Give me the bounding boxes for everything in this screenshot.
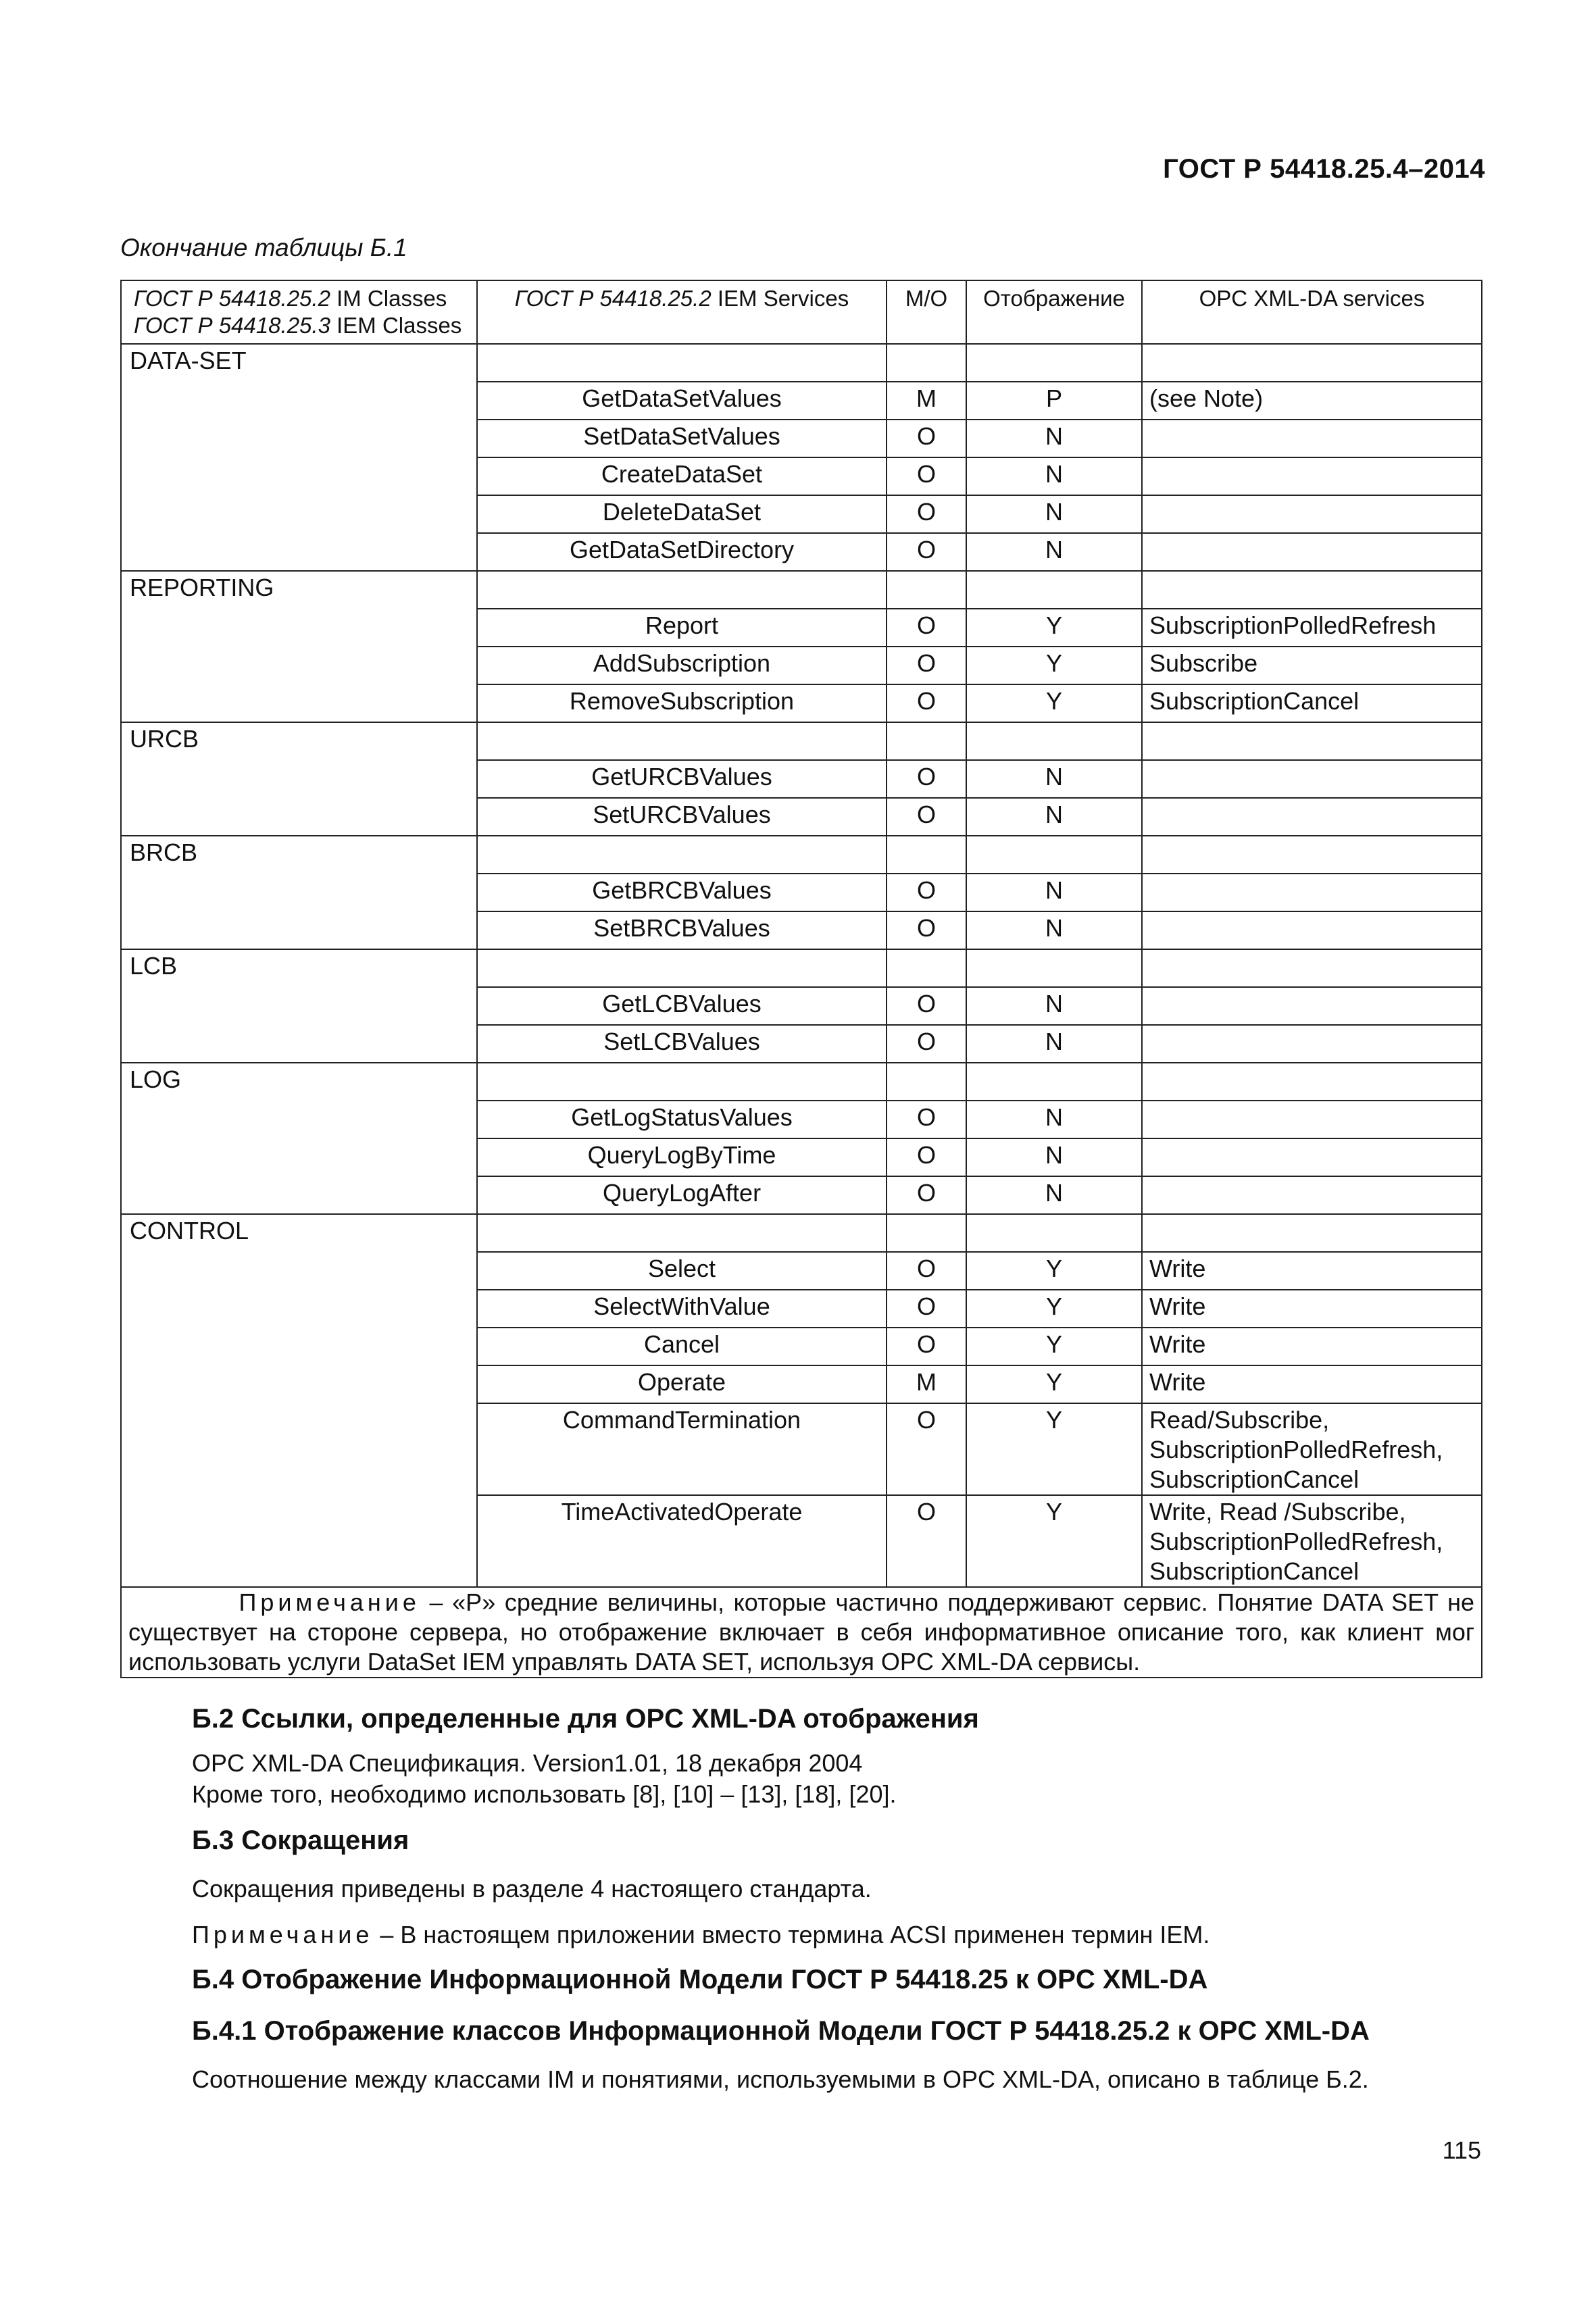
empty-cell: [966, 571, 1142, 609]
page-number: 115: [1442, 2136, 1481, 2164]
table-row: [121, 1063, 1482, 1101]
note-label: Примечание: [239, 1588, 420, 1616]
empty-cell: [966, 1214, 1142, 1252]
opc-service-cell: [1142, 1328, 1482, 1365]
table-row: [121, 344, 1482, 382]
section-b3-title: Б.3 Сокращения: [192, 1826, 409, 1855]
mapping-cell: N: [966, 457, 1142, 495]
service-cell: SetLCBValues: [477, 1025, 887, 1063]
class-name-cell: REPORTING: [121, 571, 477, 722]
service-cell: SetBRCBValues: [477, 911, 887, 949]
table-row: [121, 1214, 1482, 1252]
empty-cell: [887, 1063, 966, 1101]
mo-cell: O: [887, 1495, 966, 1587]
header-services: ГОСТ Р 54418.25.2 IEM Services: [477, 280, 887, 344]
service-cell: GetURCBValues: [477, 760, 887, 798]
mapping-cell: N: [966, 760, 1142, 798]
service-cell: GetLCBValues: [477, 987, 887, 1025]
mapping-cell: Y: [966, 1365, 1142, 1403]
opc-service-cell: [1142, 457, 1482, 495]
opc-service-line: Read/Subscribe,: [1149, 1406, 1330, 1434]
opc-service-line: Write, Read /Subscribe,: [1149, 1498, 1406, 1526]
opc-service-cell: [1142, 1495, 1482, 1587]
service-cell: TimeActivatedOperate: [477, 1495, 887, 1587]
mapping-cell: Y: [966, 1495, 1142, 1587]
mo-cell: O: [887, 609, 966, 647]
service-cell: SelectWithValue: [477, 1290, 887, 1328]
service-cell: QueryLogAfter: [477, 1176, 887, 1214]
opc-service-cell: [1142, 1252, 1482, 1290]
mapping-cell: N: [966, 1025, 1142, 1063]
mapping-cell: Y: [966, 1403, 1142, 1495]
mo-cell: M: [887, 382, 966, 420]
service-cell: AddSubscription: [477, 647, 887, 684]
mo-cell: O: [887, 1403, 966, 1495]
table-header-row: [121, 280, 1482, 344]
opc-service-line: Write: [1149, 1255, 1206, 1282]
mo-cell: O: [887, 647, 966, 684]
document-code: ГОСТ Р 54418.25.4–2014: [1163, 154, 1485, 184]
header-opc: OPC XML-DA services: [1142, 280, 1482, 344]
table-note: [121, 1587, 1482, 1678]
mapping-cell: N: [966, 1138, 1142, 1176]
empty-cell: [477, 722, 887, 760]
mapping-cell: N: [966, 1101, 1142, 1138]
service-cell: GetBRCBValues: [477, 874, 887, 911]
empty-cell: [1142, 1063, 1482, 1101]
mo-cell: O: [887, 457, 966, 495]
opc-service-cell: [1142, 647, 1482, 684]
opc-service-cell: [1142, 1138, 1482, 1176]
mo-cell: O: [887, 1328, 966, 1365]
opc-service-line: Write: [1149, 1330, 1206, 1358]
empty-cell: [887, 949, 966, 987]
empty-cell: [1142, 571, 1482, 609]
service-cell: Cancel: [477, 1328, 887, 1365]
empty-cell: [887, 836, 966, 874]
mo-cell: O: [887, 495, 966, 533]
opc-service-cell: [1142, 382, 1482, 420]
mo-cell: O: [887, 874, 966, 911]
opc-service-cell: [1142, 609, 1482, 647]
opc-service-line: Write: [1149, 1368, 1206, 1396]
mapping-cell: Y: [966, 1290, 1142, 1328]
header-mo: M/O: [887, 280, 966, 344]
opc-service-cell: [1142, 1176, 1482, 1214]
mapping-cell: N: [966, 533, 1142, 571]
service-cell: CreateDataSet: [477, 457, 887, 495]
class-name-cell: BRCB: [121, 836, 477, 949]
opc-service-cell: [1142, 987, 1482, 1025]
section-b4-title: Б.4 Отображение Информационной Модели ГОСТ Р 54418.25 к OPC XML-DA: [192, 1965, 1208, 1994]
opc-service-cell: [1142, 495, 1482, 533]
service-cell: QueryLogByTime: [477, 1138, 887, 1176]
service-cell: Select: [477, 1252, 887, 1290]
empty-cell: [966, 836, 1142, 874]
opc-service-cell: [1142, 1365, 1482, 1403]
mapping-cell: Y: [966, 1252, 1142, 1290]
empty-cell: [1142, 722, 1482, 760]
empty-cell: [1142, 344, 1482, 382]
mo-cell: O: [887, 1290, 966, 1328]
mo-cell: O: [887, 987, 966, 1025]
service-cell: GetDataSetValues: [477, 382, 887, 420]
mapping-cell: N: [966, 798, 1142, 836]
empty-cell: [477, 836, 887, 874]
empty-cell: [1142, 1214, 1482, 1252]
opc-service-line: Write: [1149, 1292, 1206, 1320]
empty-cell: [966, 1063, 1142, 1101]
mapping-cell: N: [966, 874, 1142, 911]
mo-cell: O: [887, 1025, 966, 1063]
table-row: [121, 571, 1482, 609]
mapping-cell: Y: [966, 609, 1142, 647]
mo-cell: O: [887, 684, 966, 722]
empty-cell: [887, 1214, 966, 1252]
empty-cell: [477, 1214, 887, 1252]
table-note-row: [121, 1587, 1482, 1678]
service-cell: GetDataSetDirectory: [477, 533, 887, 571]
class-name-cell: LCB: [121, 949, 477, 1063]
service-cell: SetURCBValues: [477, 798, 887, 836]
mo-cell: O: [887, 1138, 966, 1176]
mo-cell: O: [887, 798, 966, 836]
mo-cell: O: [887, 533, 966, 571]
mapping-cell: Y: [966, 647, 1142, 684]
opc-service-line: SubscriptionCancel: [1149, 1557, 1360, 1585]
opc-service-line: (see Note): [1149, 384, 1264, 412]
opc-service-cell: [1142, 684, 1482, 722]
empty-cell: [477, 344, 887, 382]
mapping-cell: N: [966, 420, 1142, 457]
empty-cell: [966, 949, 1142, 987]
note-text: – «P» средние величины, которые частично поддерживают сервис. Понятие DATA SET не существует на стороне сервера, но отображение включает в себя информативное описание того, как клиент мог использовать услуги DataSet IEM управлять DATA SET, используя OPC XML-DA сервисы.: [128, 1588, 1474, 1676]
empty-cell: [966, 722, 1142, 760]
service-cell: Operate: [477, 1365, 887, 1403]
empty-cell: [887, 722, 966, 760]
opc-service-cell: [1142, 1403, 1482, 1495]
opc-service-cell: [1142, 1290, 1482, 1328]
mo-cell: M: [887, 1365, 966, 1403]
table-row: [121, 949, 1482, 987]
table-row: [121, 722, 1482, 760]
empty-cell: [477, 571, 887, 609]
mapping-table: [120, 280, 1482, 1678]
service-cell: SetDataSetValues: [477, 420, 887, 457]
service-cell: GetLogStatusValues: [477, 1101, 887, 1138]
section-b41-text: Соотношение между классами IM и понятиями, используемыми в OPC XML-DA, описано в таблице Б.2.: [192, 2065, 1369, 2093]
section-b2-title: Б.2 Ссылки, определенные для OPC XML-DA отображения: [192, 1704, 979, 1734]
class-name-cell: LOG: [121, 1063, 477, 1214]
table-row: [121, 836, 1482, 874]
mo-cell: O: [887, 1176, 966, 1214]
empty-cell: [887, 344, 966, 382]
mo-cell: O: [887, 1252, 966, 1290]
empty-cell: [966, 344, 1142, 382]
mo-cell: O: [887, 911, 966, 949]
header-classes: ГОСТ Р 54418.25.2 IM Classes ГОСТ Р 54418.25.3 IEM Classes: [121, 280, 477, 344]
opc-service-line: Subscribe: [1149, 649, 1258, 677]
mapping-cell: Y: [966, 1328, 1142, 1365]
empty-cell: [477, 949, 887, 987]
class-name-cell: CONTROL: [121, 1214, 477, 1587]
mapping-cell: N: [966, 1176, 1142, 1214]
opc-service-cell: [1142, 420, 1482, 457]
mapping-cell: N: [966, 987, 1142, 1025]
mapping-cell: N: [966, 911, 1142, 949]
class-name-cell: URCB: [121, 722, 477, 836]
mapping-cell: N: [966, 495, 1142, 533]
opc-service-cell: [1142, 911, 1482, 949]
opc-service-cell: [1142, 1101, 1482, 1138]
opc-service-cell: [1142, 874, 1482, 911]
section-b2-line2: Кроме того, необходимо использовать [8], [10] – [13], [18], [20].: [192, 1780, 897, 1808]
empty-cell: [1142, 949, 1482, 987]
mo-cell: O: [887, 760, 966, 798]
mapping-cell: Y: [966, 684, 1142, 722]
service-cell: DeleteDataSet: [477, 495, 887, 533]
service-cell: RemoveSubscription: [477, 684, 887, 722]
opc-service-cell: [1142, 1025, 1482, 1063]
class-name-cell: DATA-SET: [121, 344, 477, 571]
section-b3-text: Сокращения приведены в разделе 4 настоящего стандарта.: [192, 1875, 872, 1903]
section-b41-title: Б.4.1 Отображение классов Информационной Модели ГОСТ Р 54418.25.2 к OPC XML-DA: [192, 2016, 1370, 2046]
empty-cell: [887, 571, 966, 609]
section-b2-line1: OPC XML-DA Спецификация. Version1.01, 18 декабря 2004: [192, 1749, 863, 1777]
opc-service-line: SubscriptionPolledRefresh: [1149, 611, 1437, 639]
opc-service-cell: [1142, 533, 1482, 571]
empty-cell: [477, 1063, 887, 1101]
service-cell: CommandTermination: [477, 1403, 887, 1495]
empty-cell: [1142, 836, 1482, 874]
table-caption: Окончание таблицы Б.1: [120, 234, 407, 261]
section-b3-note: Примечание – В настоящем приложении вместо термина ACSI применен термин IEM.: [192, 1921, 1210, 1948]
header-mapping: Отображение: [966, 280, 1142, 344]
mapping-cell: P: [966, 382, 1142, 420]
service-cell: Report: [477, 609, 887, 647]
opc-service-cell: [1142, 760, 1482, 798]
mo-cell: O: [887, 1101, 966, 1138]
opc-service-line: SubscriptionPolledRefresh,: [1149, 1528, 1443, 1555]
opc-service-line: SubscriptionCancel: [1149, 687, 1360, 715]
mo-cell: O: [887, 420, 966, 457]
opc-service-line: SubscriptionCancel: [1149, 1465, 1360, 1493]
opc-service-cell: [1142, 798, 1482, 836]
opc-service-line: SubscriptionPolledRefresh,: [1149, 1436, 1443, 1463]
